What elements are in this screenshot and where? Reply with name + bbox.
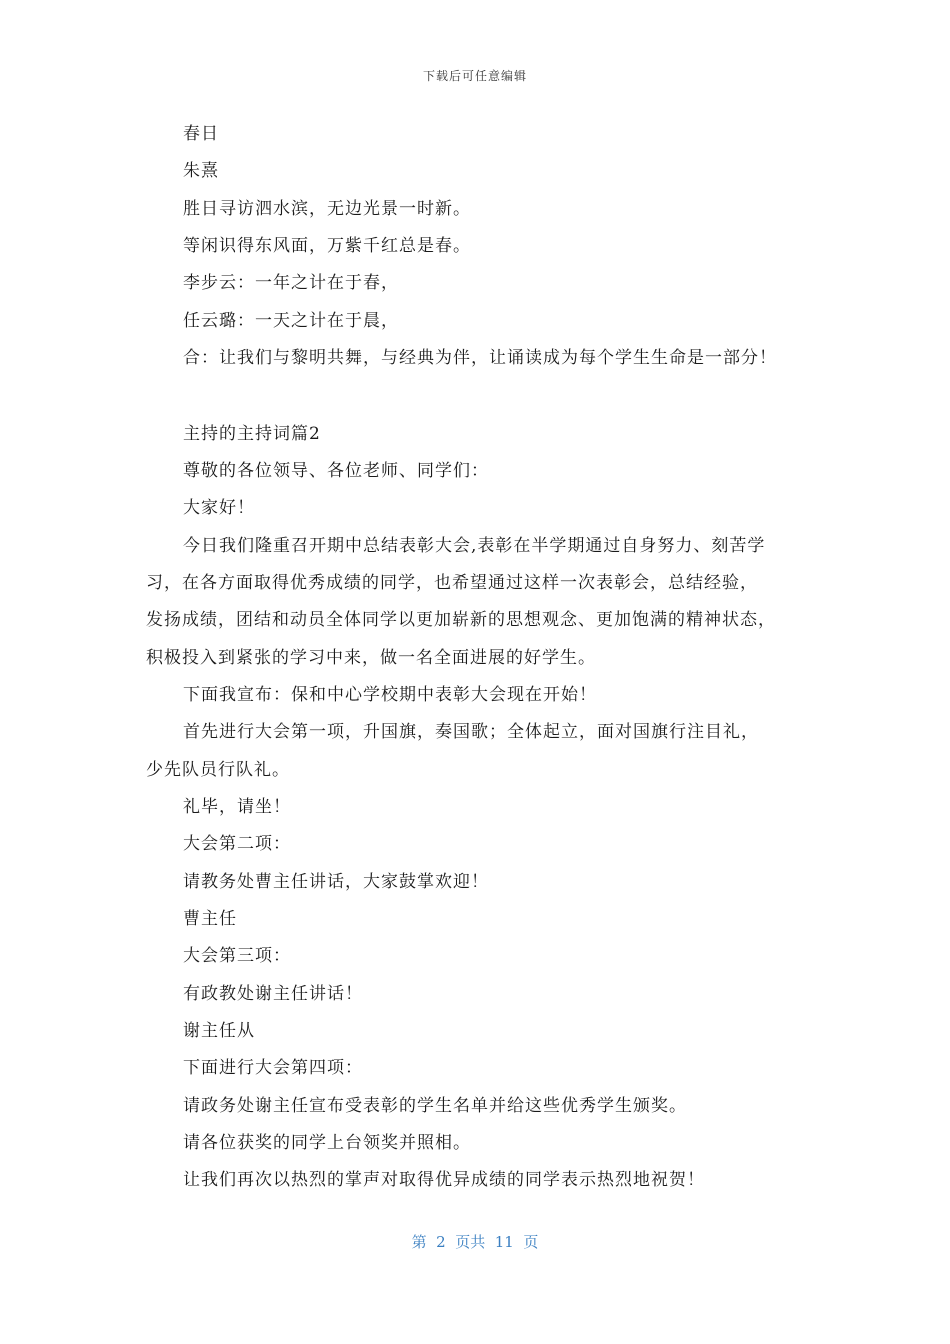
text-line: 任云璐：一天之计在于晨， <box>183 311 399 331</box>
text-line: 谢主任从 <box>183 1021 255 1041</box>
poem-author: 朱熹 <box>183 161 219 181</box>
page-header: 下载后可任意编辑 <box>422 69 527 83</box>
text-line: 下面进行大会第四项： <box>183 1058 363 1078</box>
text-line: 下面我宣布：保和中心学校期中表彰大会现在开始！ <box>183 685 597 705</box>
paragraph-line: 少先队员行队礼。 <box>146 760 290 780</box>
poem-line: 等闲识得东风面，万紫千红总是春。 <box>183 236 471 256</box>
poem-line: 胜日寻访泗水滨，无边光景一时新。 <box>183 199 471 219</box>
text-line: 合：让我们与黎明共舞，与经典为伴，让诵读成为每个学生生命是一部分！ <box>183 348 777 368</box>
text-line: 让我们再次以热烈的掌声对取得优异成绩的同学表示热烈地祝贺！ <box>183 1170 705 1190</box>
text-line: 请政务处谢主任宣布受表彰的学生名单并给这些优秀学生颁奖。 <box>183 1096 687 1116</box>
poem-title: 春日 <box>183 124 219 144</box>
text-line: 大会第二项： <box>183 834 291 854</box>
text-line: 大会第三项： <box>183 946 291 966</box>
text-line: 请教务处曹主任讲话，大家鼓掌欢迎！ <box>183 872 489 892</box>
text-line: 礼毕，请坐！ <box>183 797 291 817</box>
text-line: 尊敬的各位领导、各位老师、同学们： <box>183 461 489 481</box>
paragraph-line: 习，在各方面取得优秀成绩的同学，也希望通过这样一次表彰会，总结经验， <box>146 573 758 593</box>
page-footer: 第 2 页共 11 页 <box>411 1233 539 1251</box>
paragraph-line: 积极投入到紧张的学习中来，做一名全面进展的好学生。 <box>146 648 596 668</box>
paragraph-line: 今日我们隆重召开期中总结表彰大会,表彰在半学期通过自身努力、刻苦学 <box>183 536 766 556</box>
paragraph-line: 首先进行大会第一项，升国旗，奏国歌；全体起立，面对国旗行注目礼， <box>183 722 759 742</box>
text-line: 曹主任 <box>183 909 237 929</box>
text-line: 大家好！ <box>183 498 255 518</box>
section-title: 主持的主持词篇2 <box>183 424 321 444</box>
paragraph-line: 发扬成绩，团结和动员全体同学以更加崭新的思想观念、更加饱满的精神状态， <box>146 610 776 630</box>
text-line: 李步云：一年之计在于春， <box>183 273 399 293</box>
text-line: 请各位获奖的同学上台领奖并照相。 <box>183 1133 471 1153</box>
text-line: 有政教处谢主任讲话！ <box>183 984 363 1004</box>
